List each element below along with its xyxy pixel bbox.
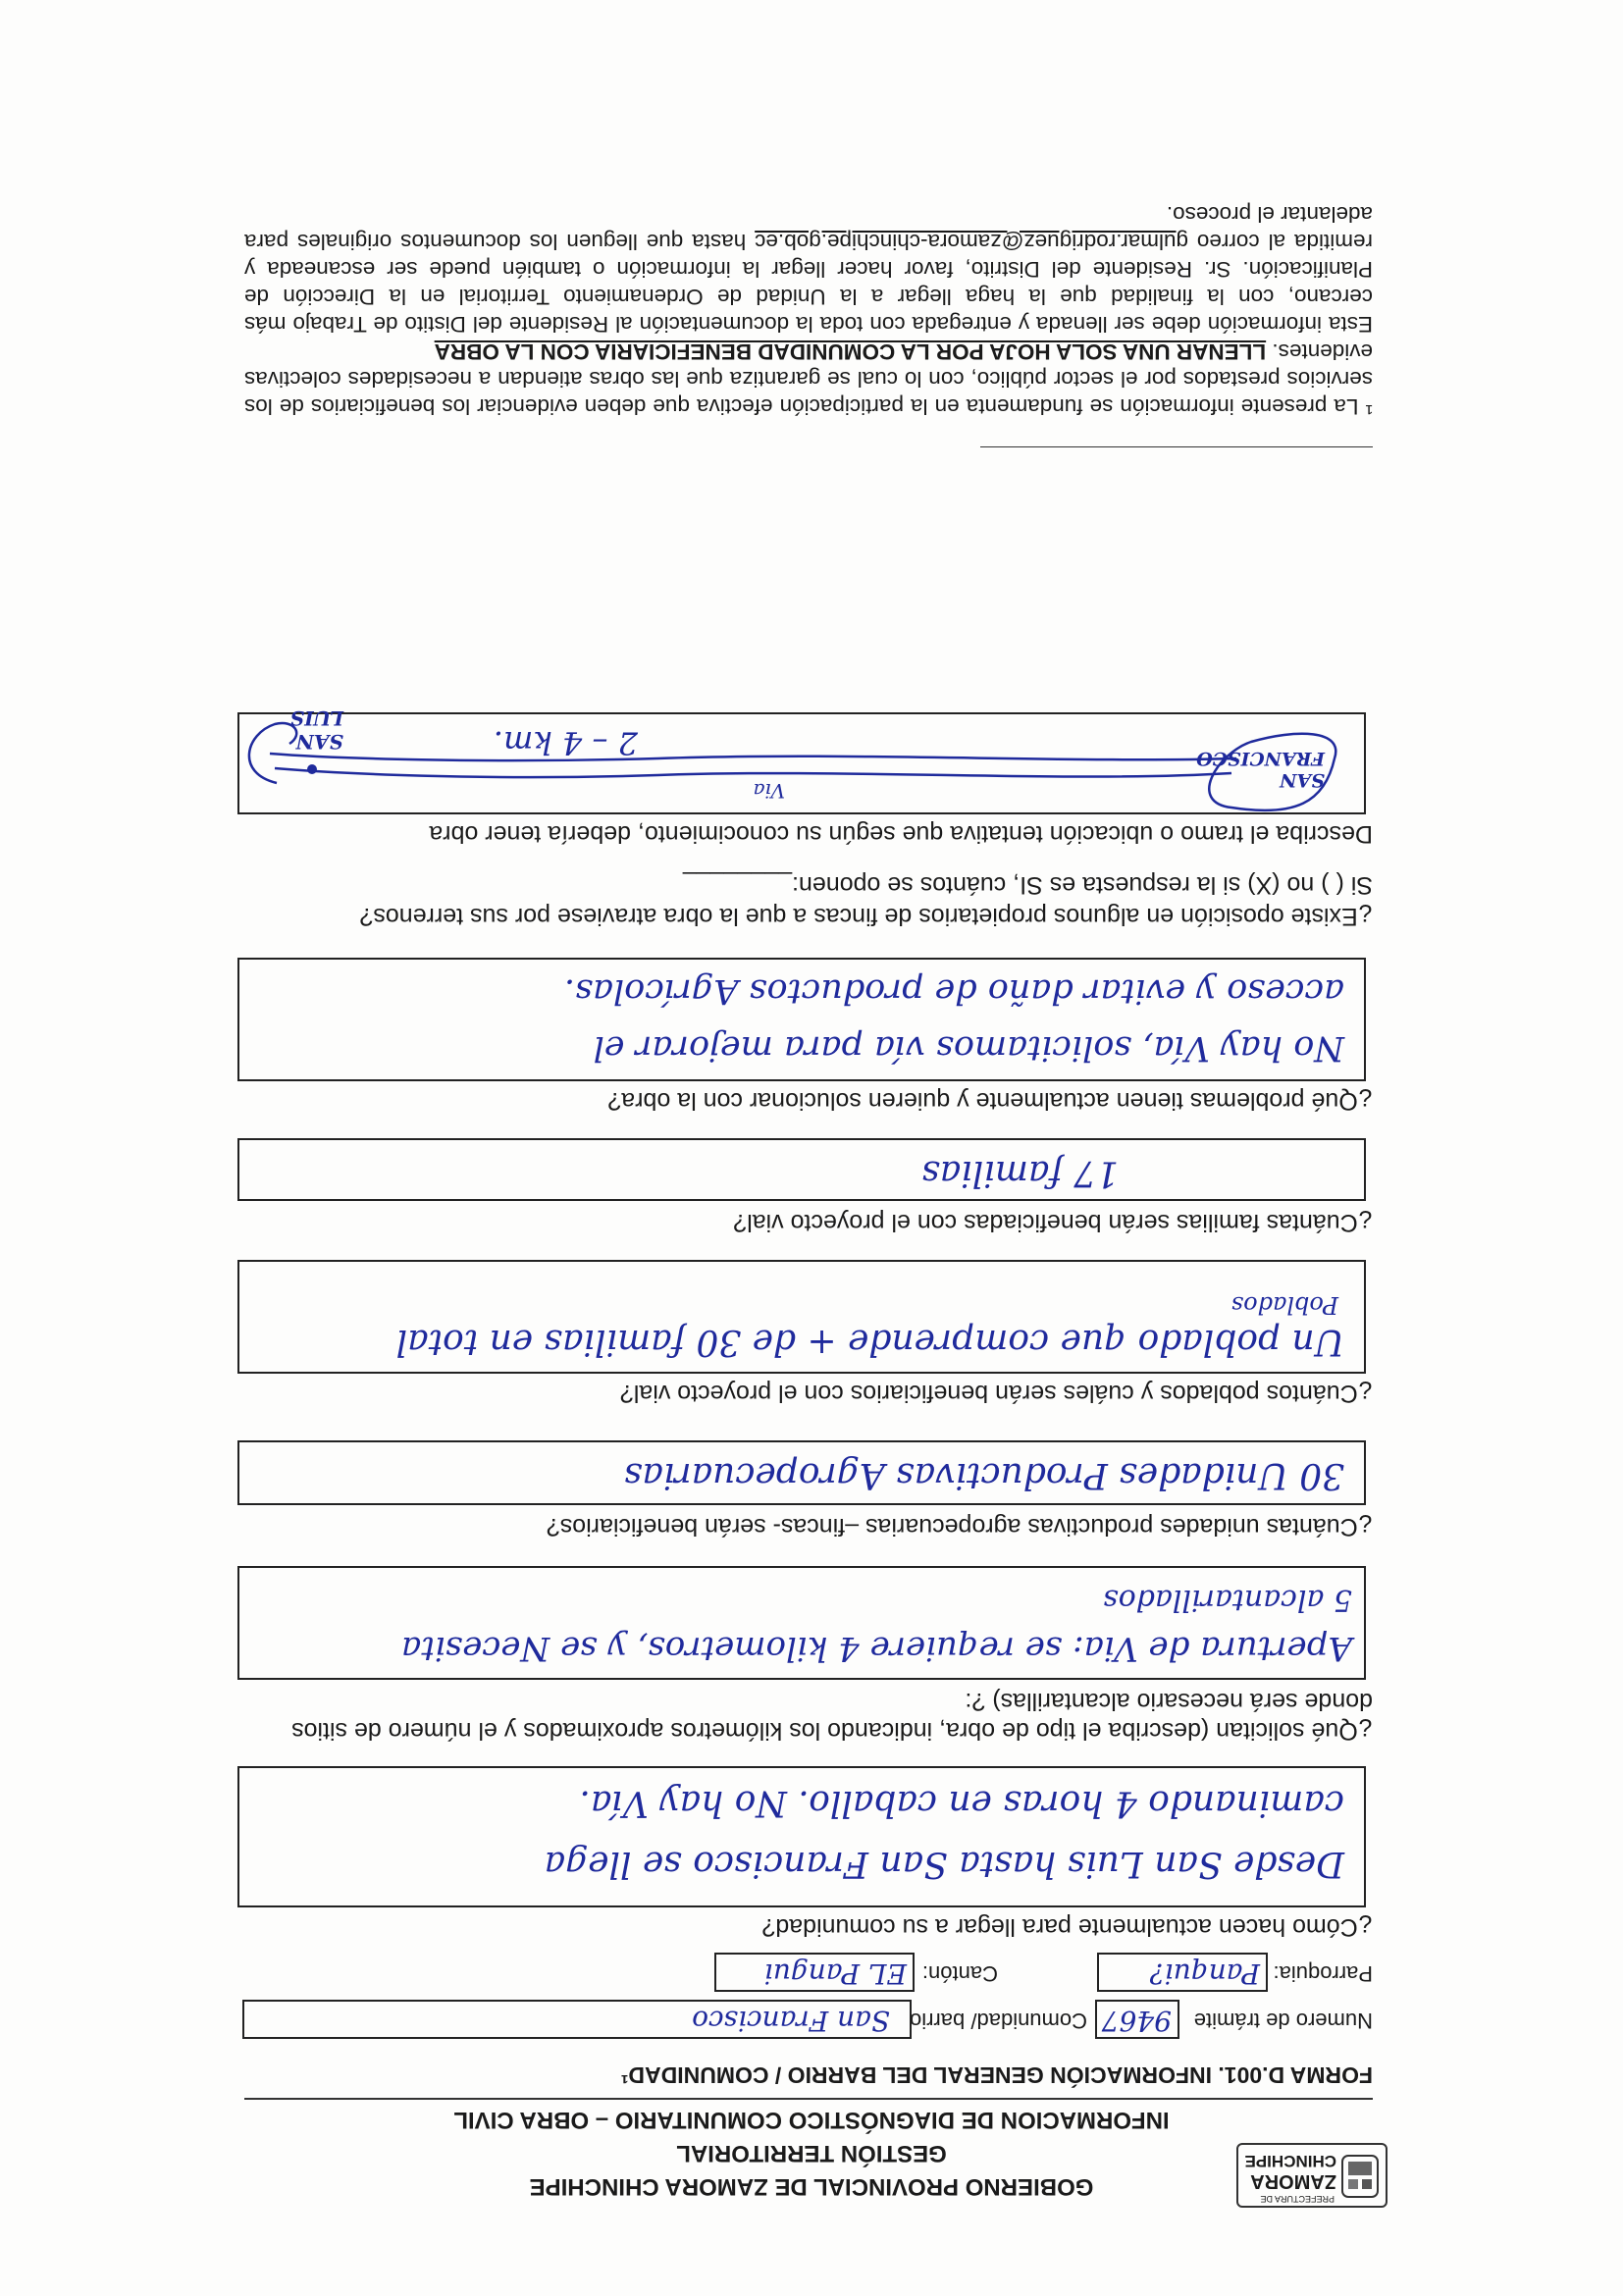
footnote-para-2 (244, 200, 1373, 338)
question-7: ¿Existe oposición en algunos propietarios de fincas a que la obra atraviese por sus terrenos? (359, 903, 1373, 930)
question-1: ¿Cómo hacen actualmente para llegar a su comunidad? (761, 1913, 1373, 1941)
sketch-san-francisco-label: SAN FRANCISCO (1196, 748, 1325, 791)
canton-value: EL Pangui (763, 1957, 907, 1990)
dept-title: GESTIÓN TERRITORIAL (676, 2140, 947, 2166)
footnote-para-1 (244, 338, 1373, 420)
footnote-text-1: ¹ La presente información se fundamenta en la participación efectiva que deben evidenciar los beneficiarios de los servicios prestados por el sector público, con lo cual se garantiza que las obras atiendan a necesidades colectivas evidentes. (244, 339, 1373, 419)
answer-1-line1: Desde San Luis hasta San Francisco se llega (544, 1844, 1344, 1884)
header-rule (244, 2098, 1373, 2100)
sketch-san-luis-label: SAN LUIS (289, 706, 343, 754)
question-4: ¿Cuántos poblados y cuáles serán beneficiarios con el proyecto vial? (619, 1380, 1373, 1407)
footnote-underlined: LLENAR UNA SOLA HOJA POR LA COMUNIDAD BENEFICIARIA CON LA OBRA (434, 339, 1267, 364)
answer-6-line1: No hay Vía, solicitamos vía para mejorar el (593, 1028, 1344, 1068)
comunidad-label: Comunidad/ barrio (910, 2009, 1087, 2033)
logo-small-text: PREFECTURA DE (1260, 2194, 1335, 2204)
comunidad-field[interactable] (242, 2000, 912, 2039)
answer-4-note: Poblados (1230, 1291, 1338, 1319)
form-title: INFORMACION DE DIAGNÓSTICO COMUNITARIO – OBRA CIVIL (453, 2107, 1170, 2133)
footnote-text-3: hasta que lleguen los documentos originales para adelantar el proceso. (244, 202, 1373, 254)
parroquia-value: Panqui? (1149, 1957, 1260, 1990)
tramite-label: Numero de trámite (1193, 2009, 1373, 2033)
answer-box-3[interactable] (237, 1440, 1366, 1505)
footnote-text-2: Esta información debe ser llenada y entregada con toda la documentación al Residente del Distito de Trabajo más cercano, con la finalidad que la haga llegar a la Unidad de Ordenamiento Territorial en la Dirección de Planificación. Sr. Residente del Distrito, favor hacer llegar la información o también puede ser escaneada y remitida al correo (244, 230, 1373, 337)
comunidad-value: San Francisco (692, 2005, 890, 2037)
question-5: ¿Cuántas familias serán beneficiadas con el proyecto vial? (733, 1209, 1373, 1236)
question-2-cont: donde será necesario alcantarillas) ?: (965, 1688, 1373, 1715)
form-code: FORMA D.001. INFORMACIÓN GENERAL DEL BARRIO / COMUNIDAD¹ (620, 2062, 1373, 2088)
question-8: Describa el tramo o ubicación tentativa que según su conocimiento, debería tener obra (429, 820, 1373, 848)
answer-box-6[interactable] (237, 958, 1366, 1081)
question-7-cont: Si ( ) no (X) si la respuesta es SI, cuántos se oponen:________ (682, 871, 1373, 899)
answer-box-4[interactable] (237, 1260, 1366, 1374)
footnote-email[interactable]: gulmar.rodriguez@zamora-chinchipe.gob.ec (755, 230, 1188, 254)
footnote-rule (980, 446, 1373, 447)
tramite-field[interactable] (1095, 2000, 1179, 2039)
answer-2-line2: 5 alcantarillados (1103, 1583, 1352, 1617)
question-2: ¿Qué solicitan (describa el tipo de obra, indicando los kilómetros aproximados y el número de sitios (291, 1717, 1373, 1745)
canton-label: Cantón: (921, 1961, 998, 1986)
answer-5: 17 familias (921, 1153, 1119, 1193)
answer-box-1[interactable] (237, 1766, 1366, 1907)
answer-1-line2: caminando 4 horas en caballo. No hay Vía. (579, 1783, 1344, 1823)
answer-2-line1: Apertura de Via: se requiere 4 kilometros, y se Necesita (401, 1629, 1352, 1668)
answer-6-line2: acceso y evitar daño de productos Agrícolas. (564, 971, 1344, 1011)
question-3: ¿Cuántas unidades productivas agropecuarias –fincas- serán beneficiarios? (546, 1513, 1373, 1540)
tramite-value: 9467 (1101, 2005, 1172, 2037)
canton-field[interactable] (714, 1953, 915, 1992)
parroquia-field[interactable] (1097, 1953, 1268, 1992)
sketch-distance: 2 – 4 km. (493, 724, 638, 761)
sketch-via-label: Via (753, 779, 785, 803)
answer-box-2[interactable] (237, 1566, 1366, 1680)
org-title: GOBIERNO PROVINCIAL DE ZAMORA CHINCHIPE (529, 2173, 1094, 2200)
answer-box-5[interactable] (237, 1138, 1366, 1201)
answer-4: Un poblado que comprende + de 30 familias en total (395, 1322, 1344, 1362)
logo-line2: CHINCHIPE (1244, 2152, 1336, 2170)
route-sketch-box[interactable] (237, 706, 1366, 814)
question-6: ¿Qué problemas tienen actualmente y quieren solucionar con la obra? (607, 1087, 1373, 1115)
footnote (244, 200, 1373, 420)
answer-3: 30 Unidades Productivas Agropecuarias (623, 1455, 1344, 1495)
logo-line1: ZAMORA (1250, 2170, 1336, 2192)
parroquia-label: Parroquia: (1273, 1961, 1373, 1986)
